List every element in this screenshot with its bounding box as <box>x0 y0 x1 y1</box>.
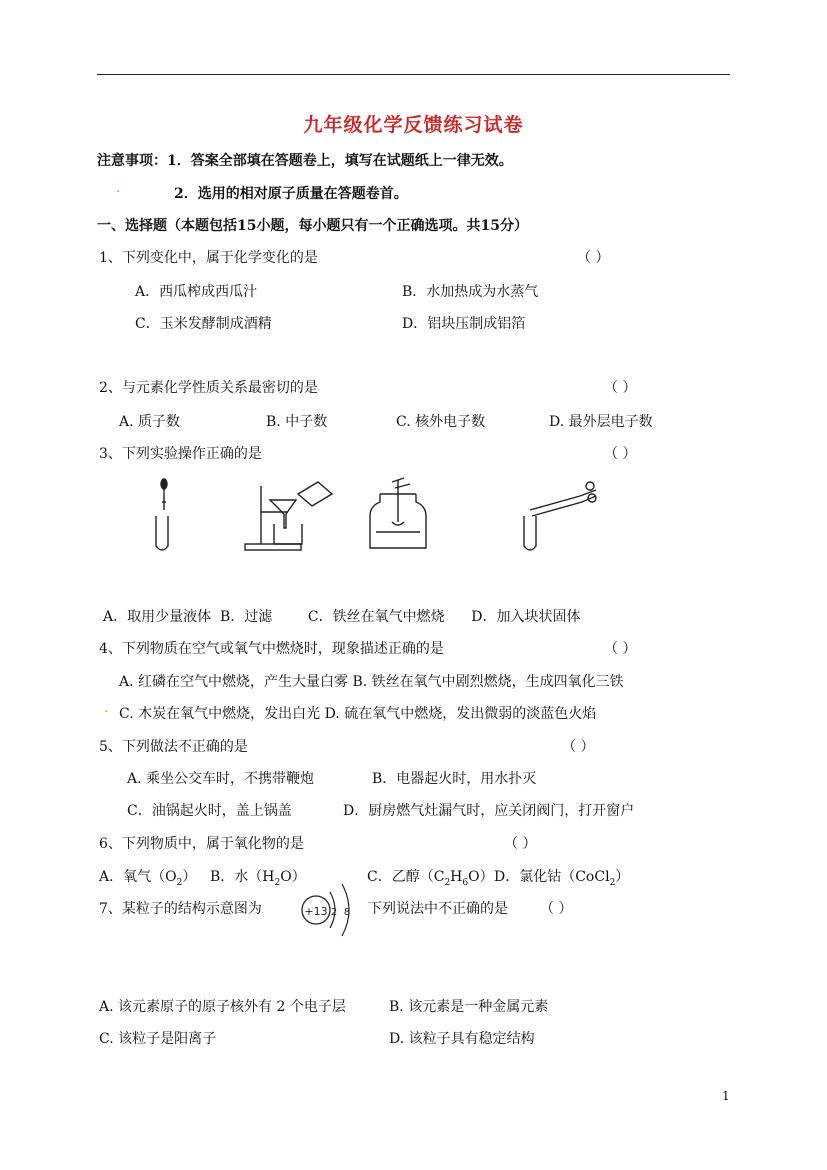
header-rule <box>97 74 730 75</box>
q4-mark: . <box>104 700 109 716</box>
q7-option-d: D. 该粒子具有稳定结构 <box>389 1031 535 1047</box>
lab-illustrations <box>140 472 620 562</box>
nucleus-charge: +13 <box>304 905 328 918</box>
answer-paren-3: （ ） <box>604 446 637 462</box>
tongs-testtube-figure <box>524 482 596 550</box>
q5-option-c: C．油锅起火时，盖上锅盖 <box>127 803 292 819</box>
q5-option-d: D．厨房燃气灶漏气时，应关闭阀门，打开窗户 <box>343 803 635 819</box>
question-7-stem-post: 下列说法中不正确的是 <box>368 901 508 917</box>
atom-structure-diagram <box>296 878 360 940</box>
question-2-stem: 2、与元素化学性质关系最密切的是 <box>99 380 318 396</box>
q7-option-c: C. 该粒子是阳离子 <box>99 1031 217 1047</box>
q2-option-c: C. 核外电子数 <box>396 414 486 430</box>
q7-option-a: A. 该元素原子的原子核外有 2 个电子层 <box>99 999 346 1015</box>
question-1-stem: 1、下列变化中，属于化学变化的是 <box>99 250 318 266</box>
q2-option-a: A. 质子数 <box>119 414 181 430</box>
answer-paren-1: （ ） <box>577 250 610 266</box>
q4-options-ab: A. 红磷在空气中燃烧，产生大量白雾 B. 铁丝在氧气中剧烈燃烧，生成四氧化三铁 <box>119 674 624 690</box>
notes-line-2: 2．选用的相对原子质量在答题卷首。 <box>174 186 408 202</box>
q1-option-c: C．玉米发酵制成酒精 <box>135 316 272 332</box>
question-4-stem: 4、下列物质在空气或氧气中燃烧时，现象描述正确的是 <box>99 641 444 657</box>
shell-1-electrons: 2 <box>330 907 338 918</box>
shell-2-electrons: 8 <box>343 907 351 918</box>
page-title: 九年级化学反馈练习试卷 <box>303 114 524 136</box>
page-number: 1 <box>722 1089 730 1103</box>
q6-option-b: B．水$(H_2O)$ <box>210 869 306 888</box>
dropper-testtube-figure <box>156 479 168 550</box>
q6-option-a: A．氧气$(O_2)$ <box>99 869 197 888</box>
q6-option-c: C．乙醇$(C_2H_6O)$ <box>367 869 494 888</box>
q3-options: A．取用少量液体 B．过滤 C．铁丝在氧气中燃烧 D．加入块状固体 <box>103 609 581 625</box>
question-3-stem: 3、下列实验操作正确的是 <box>99 446 262 462</box>
notes-line-1: 注意事项：1．答案全部填在答题卷上，填写在试题纸上一律无效。 <box>97 153 513 169</box>
q2-option-b: B. 中子数 <box>266 414 328 430</box>
question-7-stem-pre: 7、某粒子的结构示意图为 <box>99 901 262 917</box>
q5-option-a: A. 乘坐公交车时，不携带鞭炮 <box>127 771 315 787</box>
answer-paren-5: （ ） <box>562 739 595 755</box>
filtration-figure <box>245 482 332 550</box>
answer-paren-7: （ ） <box>540 901 573 917</box>
q6-option-d: D．氯化钴（CoCl$_2$） <box>494 869 630 888</box>
q4-options-cd: C. 木炭在氧气中燃烧，发出白光 D. 硫在氧气中燃烧，发出微弱的淡蓝色火焰 <box>119 706 597 722</box>
q1-option-d: D．铝块压制成铝箔 <box>402 316 526 332</box>
q5-option-b: B．电器起火时，用水扑灭 <box>372 771 537 787</box>
question-5-stem: 5、下列做法不正确的是 <box>99 739 248 755</box>
answer-paren-4: （ ） <box>604 641 637 657</box>
notes-mark: . <box>116 180 121 196</box>
answer-paren-2: （ ） <box>604 380 637 396</box>
answer-paren-6: （ ） <box>504 836 537 852</box>
q7-option-b: B. 该元素是一种金属元素 <box>389 999 549 1015</box>
section-heading: 一、选择题（本题包括15小题，每小题只有一个正确选项。共15分） <box>97 218 528 234</box>
question-6-stem: 6、下列物质中，属于氧化物的是 <box>99 836 304 852</box>
q1-option-a: A．西瓜榨成西瓜汁 <box>135 284 258 300</box>
iron-wire-jar-figure <box>370 478 426 548</box>
q1-option-b: B．水加热成为水蒸气 <box>402 284 539 300</box>
q2-option-d: D. 最外层电子数 <box>549 414 653 430</box>
